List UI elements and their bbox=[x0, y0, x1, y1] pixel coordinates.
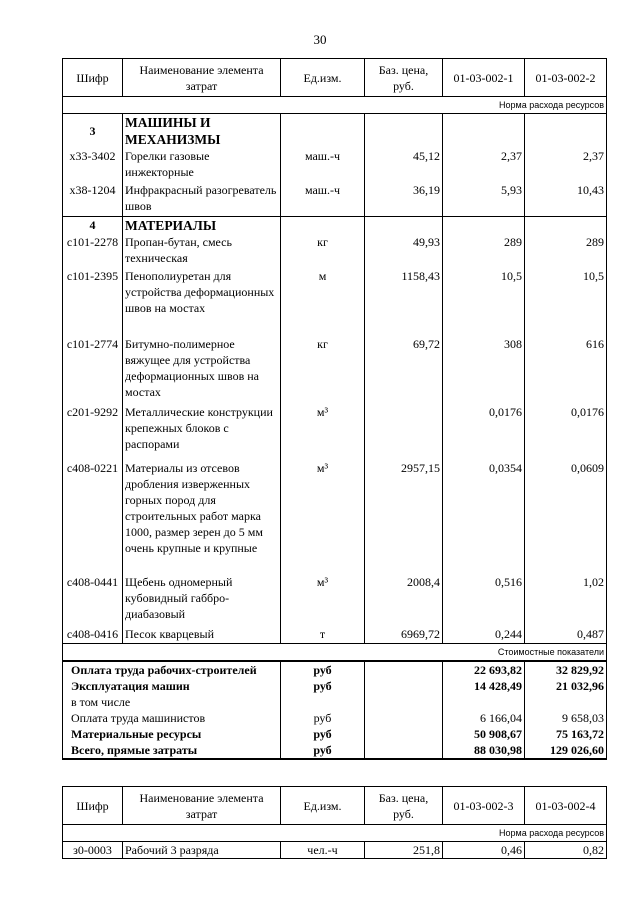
header-name: Наименование элемента затрат bbox=[123, 59, 281, 97]
section-row bbox=[63, 114, 607, 149]
summary-unit: руб bbox=[281, 678, 365, 694]
norm-value-2: 616 bbox=[525, 336, 607, 404]
table-row bbox=[63, 404, 607, 460]
cost-row bbox=[63, 644, 607, 662]
resource-unit: кг bbox=[281, 234, 365, 268]
resource-name: Щебень одномерный кубовидный габбро-диабазовый bbox=[123, 574, 281, 626]
cost-label: Стоимостные показатели bbox=[63, 644, 607, 662]
table-row bbox=[63, 842, 607, 859]
summary-row bbox=[63, 694, 607, 710]
summary-unit: руб bbox=[281, 742, 365, 759]
resource-code: с408-0416 bbox=[63, 626, 123, 644]
table-row bbox=[63, 626, 607, 644]
norm-value-1: 0,244 bbox=[443, 626, 525, 644]
summary-value-1: 14 428,49 bbox=[443, 678, 525, 694]
summary-label: Оплата труда машинистов bbox=[63, 710, 281, 726]
base-price: 69,72 bbox=[365, 336, 443, 404]
summary-unit: руб bbox=[281, 661, 365, 678]
header-col1: 01-03-002-3 bbox=[443, 787, 525, 825]
base-price: 49,93 bbox=[365, 234, 443, 268]
summary-label: Эксплуатация машин bbox=[63, 678, 281, 694]
resource-code: с408-0441 bbox=[63, 574, 123, 626]
resource-code: с101-2774 bbox=[63, 336, 123, 404]
resource-name: Металлические конструкции крепежных блоков с распорами bbox=[123, 404, 281, 460]
resource-code: з0-0003 bbox=[63, 842, 123, 859]
resource-code: с408-0221 bbox=[63, 460, 123, 574]
resource-name: Инфракрасный разогреватель швов bbox=[123, 182, 281, 216]
summary-value-1: 50 908,67 bbox=[443, 726, 525, 742]
base-price: 1158,43 bbox=[365, 268, 443, 336]
section-title: МАШИНЫ И МЕХАНИЗМЫ bbox=[123, 114, 281, 149]
resource-code: с101-2278 bbox=[63, 234, 123, 268]
table-row bbox=[63, 460, 607, 574]
header-col2: 01-03-002-2 bbox=[525, 59, 607, 97]
norm-value-2: 10,43 bbox=[525, 182, 607, 216]
summary-unit: руб bbox=[281, 726, 365, 742]
norm-value-1: 2,37 bbox=[443, 148, 525, 182]
norm-value-2: 0,0609 bbox=[525, 460, 607, 574]
header-unit: Ед.изм. bbox=[281, 787, 365, 825]
resource-code: с101-2395 bbox=[63, 268, 123, 336]
norm-value-2: 1,02 bbox=[525, 574, 607, 626]
resource-unit: м³ bbox=[281, 574, 365, 626]
table-header-row bbox=[63, 787, 607, 825]
norm-value-2: 289 bbox=[525, 234, 607, 268]
base-price: 45,12 bbox=[365, 148, 443, 182]
header-price: Баз. цена, руб. bbox=[365, 787, 443, 825]
summary-row bbox=[63, 726, 607, 742]
resource-table-2 bbox=[62, 786, 607, 859]
summary-label: Материальные ресурсы bbox=[63, 726, 281, 742]
norm-value-1: 0,0176 bbox=[443, 404, 525, 460]
resource-name: Рабочий 3 разряда bbox=[123, 842, 281, 859]
summary-value-1 bbox=[443, 694, 525, 710]
header-price: Баз. цена, руб. bbox=[365, 59, 443, 97]
resource-unit: кг bbox=[281, 336, 365, 404]
summary-value-1: 22 693,82 bbox=[443, 661, 525, 678]
norm-label: Норма расхода ресурсов bbox=[63, 97, 607, 114]
norm-value-2: 2,37 bbox=[525, 148, 607, 182]
norm-value-1: 289 bbox=[443, 234, 525, 268]
resource-name: Материалы из отсевов дробления изверженных горных пород для строительных работ марка 1000, размер зерен до 5 мм очень крупные и крупные bbox=[123, 460, 281, 574]
summary-empty bbox=[365, 694, 443, 710]
base-price: 6969,72 bbox=[365, 626, 443, 644]
summary-unit bbox=[281, 694, 365, 710]
summary-empty bbox=[365, 742, 443, 759]
summary-label: Оплата труда рабочих-строителей bbox=[63, 661, 281, 678]
table-row bbox=[63, 148, 607, 182]
resource-unit: маш.-ч bbox=[281, 148, 365, 182]
resource-unit: м³ bbox=[281, 460, 365, 574]
resource-name: Пропан-бутан, смесь техническая bbox=[123, 234, 281, 268]
norm-value-1: 0,0354 bbox=[443, 460, 525, 574]
resource-code: х33-3402 bbox=[63, 148, 123, 182]
resource-code: х38-1204 bbox=[63, 182, 123, 216]
norm-value-1: 0,516 bbox=[443, 574, 525, 626]
summary-value-1: 6 166,04 bbox=[443, 710, 525, 726]
norm-row bbox=[63, 97, 607, 114]
resource-name: Песок кварцевый bbox=[123, 626, 281, 644]
header-name: Наименование элемента затрат bbox=[123, 787, 281, 825]
resource-unit: маш.-ч bbox=[281, 182, 365, 216]
norm-value-2: 0,0176 bbox=[525, 404, 607, 460]
summary-empty bbox=[365, 678, 443, 694]
summary-value-2: 129 026,60 bbox=[525, 742, 607, 759]
summary-empty bbox=[365, 710, 443, 726]
section-row bbox=[63, 216, 607, 234]
base-price: 251,8 bbox=[365, 842, 443, 859]
summary-value-2 bbox=[525, 694, 607, 710]
norm-value-2: 10,5 bbox=[525, 268, 607, 336]
summary-value-2: 75 163,72 bbox=[525, 726, 607, 742]
norm-value-1: 5,93 bbox=[443, 182, 525, 216]
table-row bbox=[63, 182, 607, 216]
resource-name: Битумно-полимерное вяжущее для устройства деформационных швов на мостах bbox=[123, 336, 281, 404]
resource-code: с201-9292 bbox=[63, 404, 123, 460]
summary-unit: руб bbox=[281, 710, 365, 726]
resource-unit: чел.-ч bbox=[281, 842, 365, 859]
summary-value-2: 32 829,92 bbox=[525, 661, 607, 678]
resource-unit: м bbox=[281, 268, 365, 336]
norm-value-1: 308 bbox=[443, 336, 525, 404]
header-code: Шифр bbox=[63, 787, 123, 825]
norm-label: Норма расхода ресурсов bbox=[63, 825, 607, 842]
table-row bbox=[63, 268, 607, 336]
base-price: 36,19 bbox=[365, 182, 443, 216]
base-price: 2008,4 bbox=[365, 574, 443, 626]
table-row bbox=[63, 336, 607, 404]
summary-empty bbox=[365, 661, 443, 678]
table-row bbox=[63, 234, 607, 268]
resource-name: Пенополиуретан для устройства деформационных швов на мостах bbox=[123, 268, 281, 336]
summary-label: Всего, прямые затраты bbox=[63, 742, 281, 759]
page-number: 30 bbox=[313, 32, 327, 47]
norm-value-2: 0,487 bbox=[525, 626, 607, 644]
norm-value-1: 0,46 bbox=[443, 842, 525, 859]
resource-name: Горелки газовые инжекторные bbox=[123, 148, 281, 182]
summary-value-1: 88 030,98 bbox=[443, 742, 525, 759]
section-number: 3 bbox=[63, 114, 123, 149]
summary-value-2: 9 658,03 bbox=[525, 710, 607, 726]
resource-unit: т bbox=[281, 626, 365, 644]
table-header-row bbox=[63, 59, 607, 97]
norm-row bbox=[63, 825, 607, 842]
norm-value-2: 0,82 bbox=[525, 842, 607, 859]
header-col2: 01-03-002-4 bbox=[525, 787, 607, 825]
summary-row bbox=[63, 710, 607, 726]
summary-row bbox=[63, 742, 607, 759]
summary-row bbox=[63, 661, 607, 678]
norm-value-1: 10,5 bbox=[443, 268, 525, 336]
resource-unit: м³ bbox=[281, 404, 365, 460]
header-unit: Ед.изм. bbox=[281, 59, 365, 97]
header-col1: 01-03-002-1 bbox=[443, 59, 525, 97]
section-title: МАТЕРИАЛЫ bbox=[123, 216, 281, 234]
summary-label: в том числе bbox=[63, 694, 281, 710]
resource-table-1 bbox=[62, 58, 607, 760]
header-code: Шифр bbox=[63, 59, 123, 97]
summary-value-2: 21 032,96 bbox=[525, 678, 607, 694]
base-price bbox=[365, 404, 443, 460]
base-price: 2957,15 bbox=[365, 460, 443, 574]
summary-empty bbox=[365, 726, 443, 742]
summary-row bbox=[63, 678, 607, 694]
section-number: 4 bbox=[63, 216, 123, 234]
table-row bbox=[63, 574, 607, 626]
